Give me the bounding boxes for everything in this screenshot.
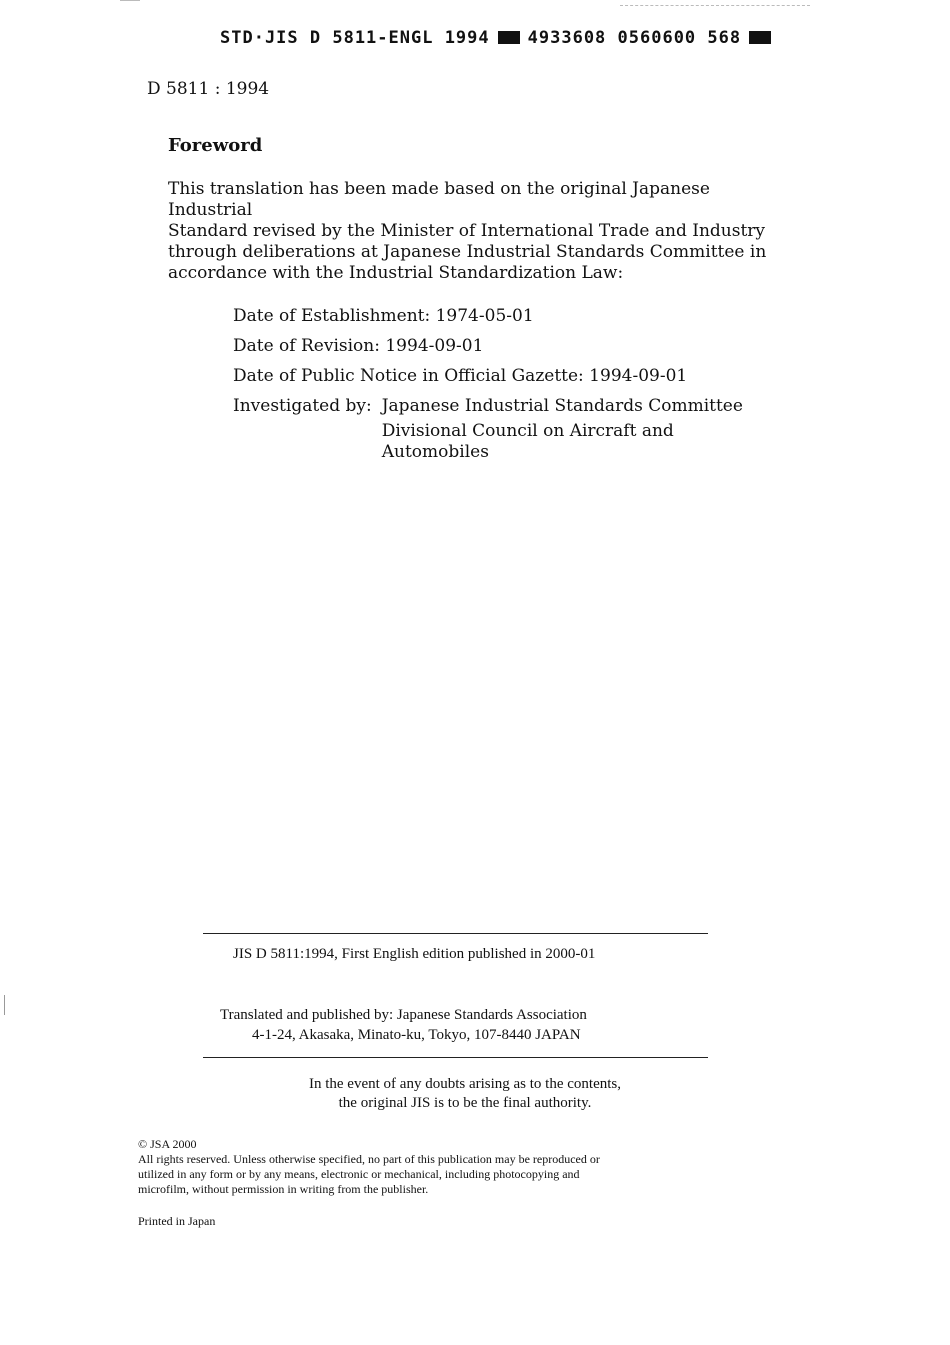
header-code: STD·JIS D 5811-ENGL 1994 — [220, 28, 490, 48]
authority-note — [220, 1075, 710, 1113]
scan-artifact — [120, 0, 140, 1]
investigated-value — [382, 391, 762, 463]
edition-note: JIS D 5811:1994, First English edition published in 2000-01 — [233, 946, 596, 962]
barcode-block-icon — [749, 31, 771, 44]
dates-block — [233, 301, 762, 463]
scan-artifact — [4, 995, 5, 1015]
date-revision: Date of Revision: 1994-09-01 — [233, 336, 484, 356]
paragraph-line: accordance with the Industrial Standardization Law: — [168, 263, 624, 283]
copyright-line: microfilm, without permission in writing from the publisher. — [138, 1182, 429, 1196]
copyright-line: utilized in any form or by any means, electronic or mechanical, including photocopying and — [138, 1167, 580, 1181]
copyright-symbol-line: © JSA 2000 — [138, 1137, 197, 1151]
header-number: 4933608 0560600 568 — [527, 28, 742, 48]
date-establishment: Date of Establishment: 1974-05-01 — [233, 306, 534, 326]
investigated-label: Investigated by: — [233, 396, 372, 416]
barcode-block-icon — [498, 31, 520, 44]
standard-code: D 5811 : 1994 — [147, 79, 270, 99]
publisher-block — [220, 1005, 587, 1045]
investigated-line: Divisional Council on Aircraft and — [381, 421, 674, 441]
investigated-line: Japanese Industrial Standards Committee — [381, 396, 743, 416]
paragraph-line: This translation has been made based on the original Japanese Industrial — [168, 179, 710, 220]
date-public-notice: Date of Public Notice in Official Gazette: 1994-09-01 — [233, 366, 688, 386]
authority-line: the original JIS is to be the final authority. — [338, 1095, 592, 1111]
authority-line: In the event of any doubts arising as to the contents, — [308, 1076, 621, 1092]
paragraph-line: through deliberations at Japanese Industrial Standards Committee in — [168, 242, 767, 262]
foreword-paragraph — [168, 179, 788, 284]
publisher-address: 4-1-24, Akasaka, Minato-ku, Tokyo, 107-8440 JAPAN — [252, 1027, 581, 1043]
foreword-title: Foreword — [168, 135, 263, 156]
document-header — [220, 28, 779, 48]
divider — [203, 933, 708, 934]
scan-artifact — [620, 5, 810, 6]
copyright-block — [138, 1137, 778, 1197]
publisher-line: Translated and published by: Japanese Standards Association — [220, 1007, 587, 1023]
printed-note: Printed in Japan — [138, 1214, 216, 1228]
divider — [203, 1057, 708, 1058]
copyright-line: All rights reserved. Unless otherwise specified, no part of this publication may be reproduced or — [138, 1152, 600, 1166]
paragraph-line: Standard revised by the Minister of International Trade and Industry — [168, 221, 766, 241]
investigated-by — [233, 391, 762, 463]
investigated-line: Automobiles — [381, 442, 489, 462]
